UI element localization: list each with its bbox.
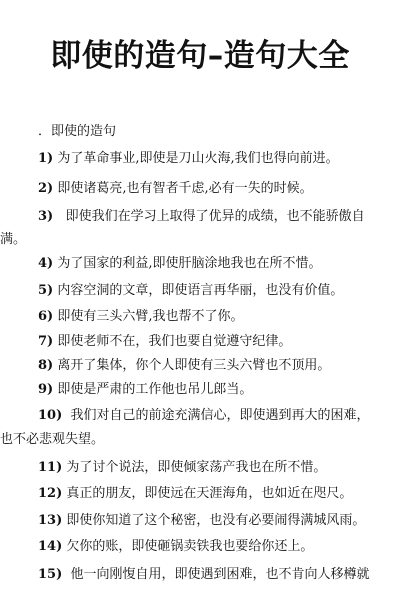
item-text: 我们对自己的前途充满信心，即使遇到再大的困难， [70,408,370,423]
item-number: 7) [38,334,54,349]
item-text: 离开了集体，你个人即使有三头六臂也不顶用。 [57,358,331,373]
item-number: 3) [38,209,54,224]
list-item [0,150,400,168]
item-number: 9) [38,382,54,397]
list-item [0,282,400,300]
item-number: 6) [38,309,54,324]
item-text: 欠你的账，即使砸锅卖铁我也要给你还上。 [66,539,314,554]
item-number: 14) [38,539,63,554]
item-number: 11) [38,460,63,475]
item-number: 12) [38,486,63,501]
item-text: 为了国家的利益,即使肝脑涂地我也在所不惜。 [57,256,322,271]
section-heading: ．即使的造句 [38,124,117,139]
page-title: 即使的造句–造句大全 [50,38,350,74]
item-text: 真正的朋友，即使远在天涯海角，也如近在咫尺。 [66,486,353,501]
list-item [0,180,400,198]
item-number: 10) [38,408,63,423]
item-number: 2) [38,181,54,196]
item-number: 8) [38,358,54,373]
item-text-continuation: 满。 [0,232,27,247]
list-item [0,308,400,326]
list-item [0,255,400,273]
item-number: 5) [38,283,54,298]
list-item [0,407,400,449]
item-text: 即使老师不在，我们也要自觉遵守纪律。 [57,334,292,349]
list-item [0,512,400,530]
item-text: 即使诸葛亮,也有智者千虑,必有一失的时候。 [57,181,313,196]
list-item [0,333,400,351]
item-number: 1) [38,151,54,166]
item-text: 即使有三头六臂,我也帮不了你。 [57,309,244,324]
list-item [0,357,400,375]
item-text: 内容空洞的文章，即使语言再华丽，也没有价值。 [57,283,344,298]
item-text: 即使是严肃的工作他也吊儿郎当。 [57,382,253,397]
item-number: 13) [38,513,63,528]
list-item [0,208,400,249]
list-item [0,566,400,584]
item-text-continuation: 也不必悲观失望。 [0,432,105,447]
item-text: 他一向刚愎自用，即使遇到困难，也不肯向人移樽就 [70,567,370,582]
item-text: 即使我们在学习上取得了优异的成绩，也不能骄傲自 [65,209,365,224]
item-number: 15) [38,567,63,582]
item-text: 即使你知道了这个秘密，也没有必要闹得满城风雨。 [66,513,366,528]
item-text: 为了革命事业,即使是刀山火海,我们也得向前进。 [57,151,339,166]
list-item [0,485,400,503]
list-item [0,381,400,399]
item-number: 4) [38,256,54,271]
list-item [0,538,400,556]
list-item [0,459,400,477]
item-text: 为了讨个说法，即使倾家荡产我也在所不惜。 [66,460,327,475]
